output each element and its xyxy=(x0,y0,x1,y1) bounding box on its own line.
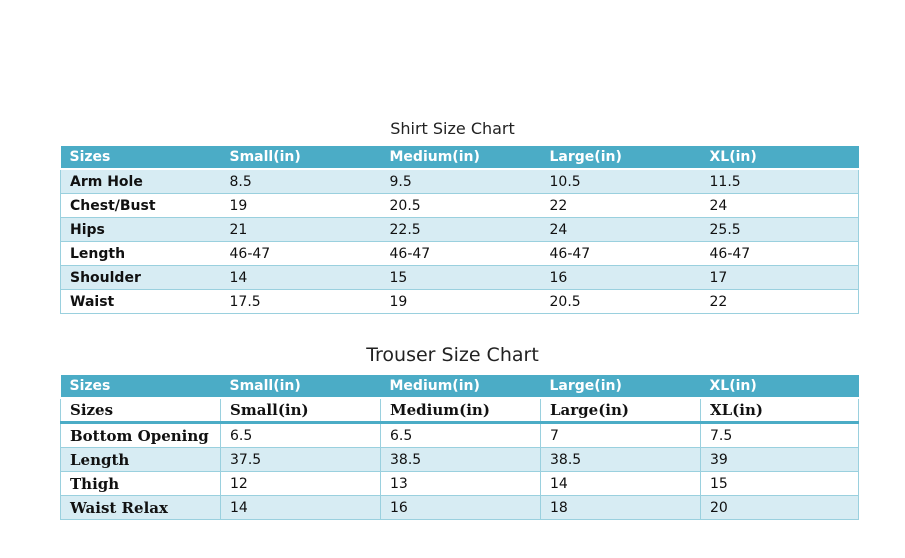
shirt-header-large: Large(in) xyxy=(541,146,701,169)
table-cell: 11.5 xyxy=(701,169,859,194)
table-cell: 20 xyxy=(701,496,859,520)
table-cell: 19 xyxy=(221,194,381,218)
table-cell: 17.5 xyxy=(221,290,381,314)
table-row xyxy=(61,266,859,290)
table-cell: 46-47 xyxy=(221,242,381,266)
table-cell: 46-47 xyxy=(701,242,859,266)
table-cell: 21 xyxy=(221,218,381,242)
table-cell: 19 xyxy=(381,290,541,314)
table-cell: 14 xyxy=(221,496,381,520)
trouser-header-medium: Medium(in) xyxy=(381,375,541,398)
row-label: Arm Hole xyxy=(61,169,221,194)
table-cell: 37.5 xyxy=(221,448,381,472)
subheader-cell: Large(in) xyxy=(541,398,701,423)
shirt-header-sizes: Sizes xyxy=(61,146,221,169)
table-cell: 12 xyxy=(221,472,381,496)
table-cell: 16 xyxy=(541,266,701,290)
table-cell: 38.5 xyxy=(381,448,541,472)
row-label: Chest/Bust xyxy=(61,194,221,218)
table-cell: 20.5 xyxy=(541,290,701,314)
table-cell: 6.5 xyxy=(381,423,541,448)
table-row xyxy=(61,242,859,266)
trouser-header-row xyxy=(61,375,859,398)
table-cell: 15 xyxy=(701,472,859,496)
table-cell: 7 xyxy=(541,423,701,448)
table-cell: 39 xyxy=(701,448,859,472)
table-row xyxy=(61,423,859,448)
table-cell: 16 xyxy=(381,496,541,520)
shirt-size-table xyxy=(60,146,859,314)
table-cell: 7.5 xyxy=(701,423,859,448)
table-cell: 9.5 xyxy=(381,169,541,194)
trouser-subheader-row xyxy=(61,398,859,423)
table-cell: 15 xyxy=(381,266,541,290)
row-label: Thigh xyxy=(61,472,221,496)
table-row xyxy=(61,194,859,218)
row-label: Hips xyxy=(61,218,221,242)
table-cell: 6.5 xyxy=(221,423,381,448)
table-row xyxy=(61,448,859,472)
trouser-header-xl: XL(in) xyxy=(701,375,859,398)
row-label: Waist Relax xyxy=(61,496,221,520)
shirt-header-medium: Medium(in) xyxy=(381,146,541,169)
subheader-cell: Small(in) xyxy=(221,398,381,423)
trouser-chart-title: Trouser Size Chart xyxy=(366,344,539,366)
table-cell: 10.5 xyxy=(541,169,701,194)
table-row xyxy=(61,290,859,314)
table-cell: 38.5 xyxy=(541,448,701,472)
table-row xyxy=(61,472,859,496)
table-cell: 17 xyxy=(701,266,859,290)
table-cell: 8.5 xyxy=(221,169,381,194)
trouser-header-small: Small(in) xyxy=(221,375,381,398)
table-cell: 25.5 xyxy=(701,218,859,242)
table-cell: 22 xyxy=(701,290,859,314)
shirt-header-xl: XL(in) xyxy=(701,146,859,169)
trouser-header-sizes: Sizes xyxy=(61,375,221,398)
table-cell: 14 xyxy=(541,472,701,496)
subheader-cell: XL(in) xyxy=(701,398,859,423)
table-cell: 13 xyxy=(381,472,541,496)
table-cell: 20.5 xyxy=(381,194,541,218)
table-cell: 24 xyxy=(541,218,701,242)
table-cell: 24 xyxy=(701,194,859,218)
table-cell: 46-47 xyxy=(541,242,701,266)
table-row xyxy=(61,496,859,520)
row-label: Bottom Opening xyxy=(61,423,221,448)
shirt-header-row xyxy=(61,146,859,169)
table-cell: 46-47 xyxy=(381,242,541,266)
row-label: Shoulder xyxy=(61,266,221,290)
trouser-header-large: Large(in) xyxy=(541,375,701,398)
shirt-chart-title: Shirt Size Chart xyxy=(390,119,515,138)
row-label: Waist xyxy=(61,290,221,314)
table-row xyxy=(61,218,859,242)
trouser-size-table xyxy=(60,375,859,520)
row-label: Length xyxy=(61,448,221,472)
subheader-cell: Medium(in) xyxy=(381,398,541,423)
shirt-header-small: Small(in) xyxy=(221,146,381,169)
table-cell: 14 xyxy=(221,266,381,290)
table-cell: 18 xyxy=(541,496,701,520)
row-label: Length xyxy=(61,242,221,266)
table-cell: 22.5 xyxy=(381,218,541,242)
subheader-cell: Sizes xyxy=(61,398,221,423)
table-cell: 22 xyxy=(541,194,701,218)
table-row xyxy=(61,169,859,194)
